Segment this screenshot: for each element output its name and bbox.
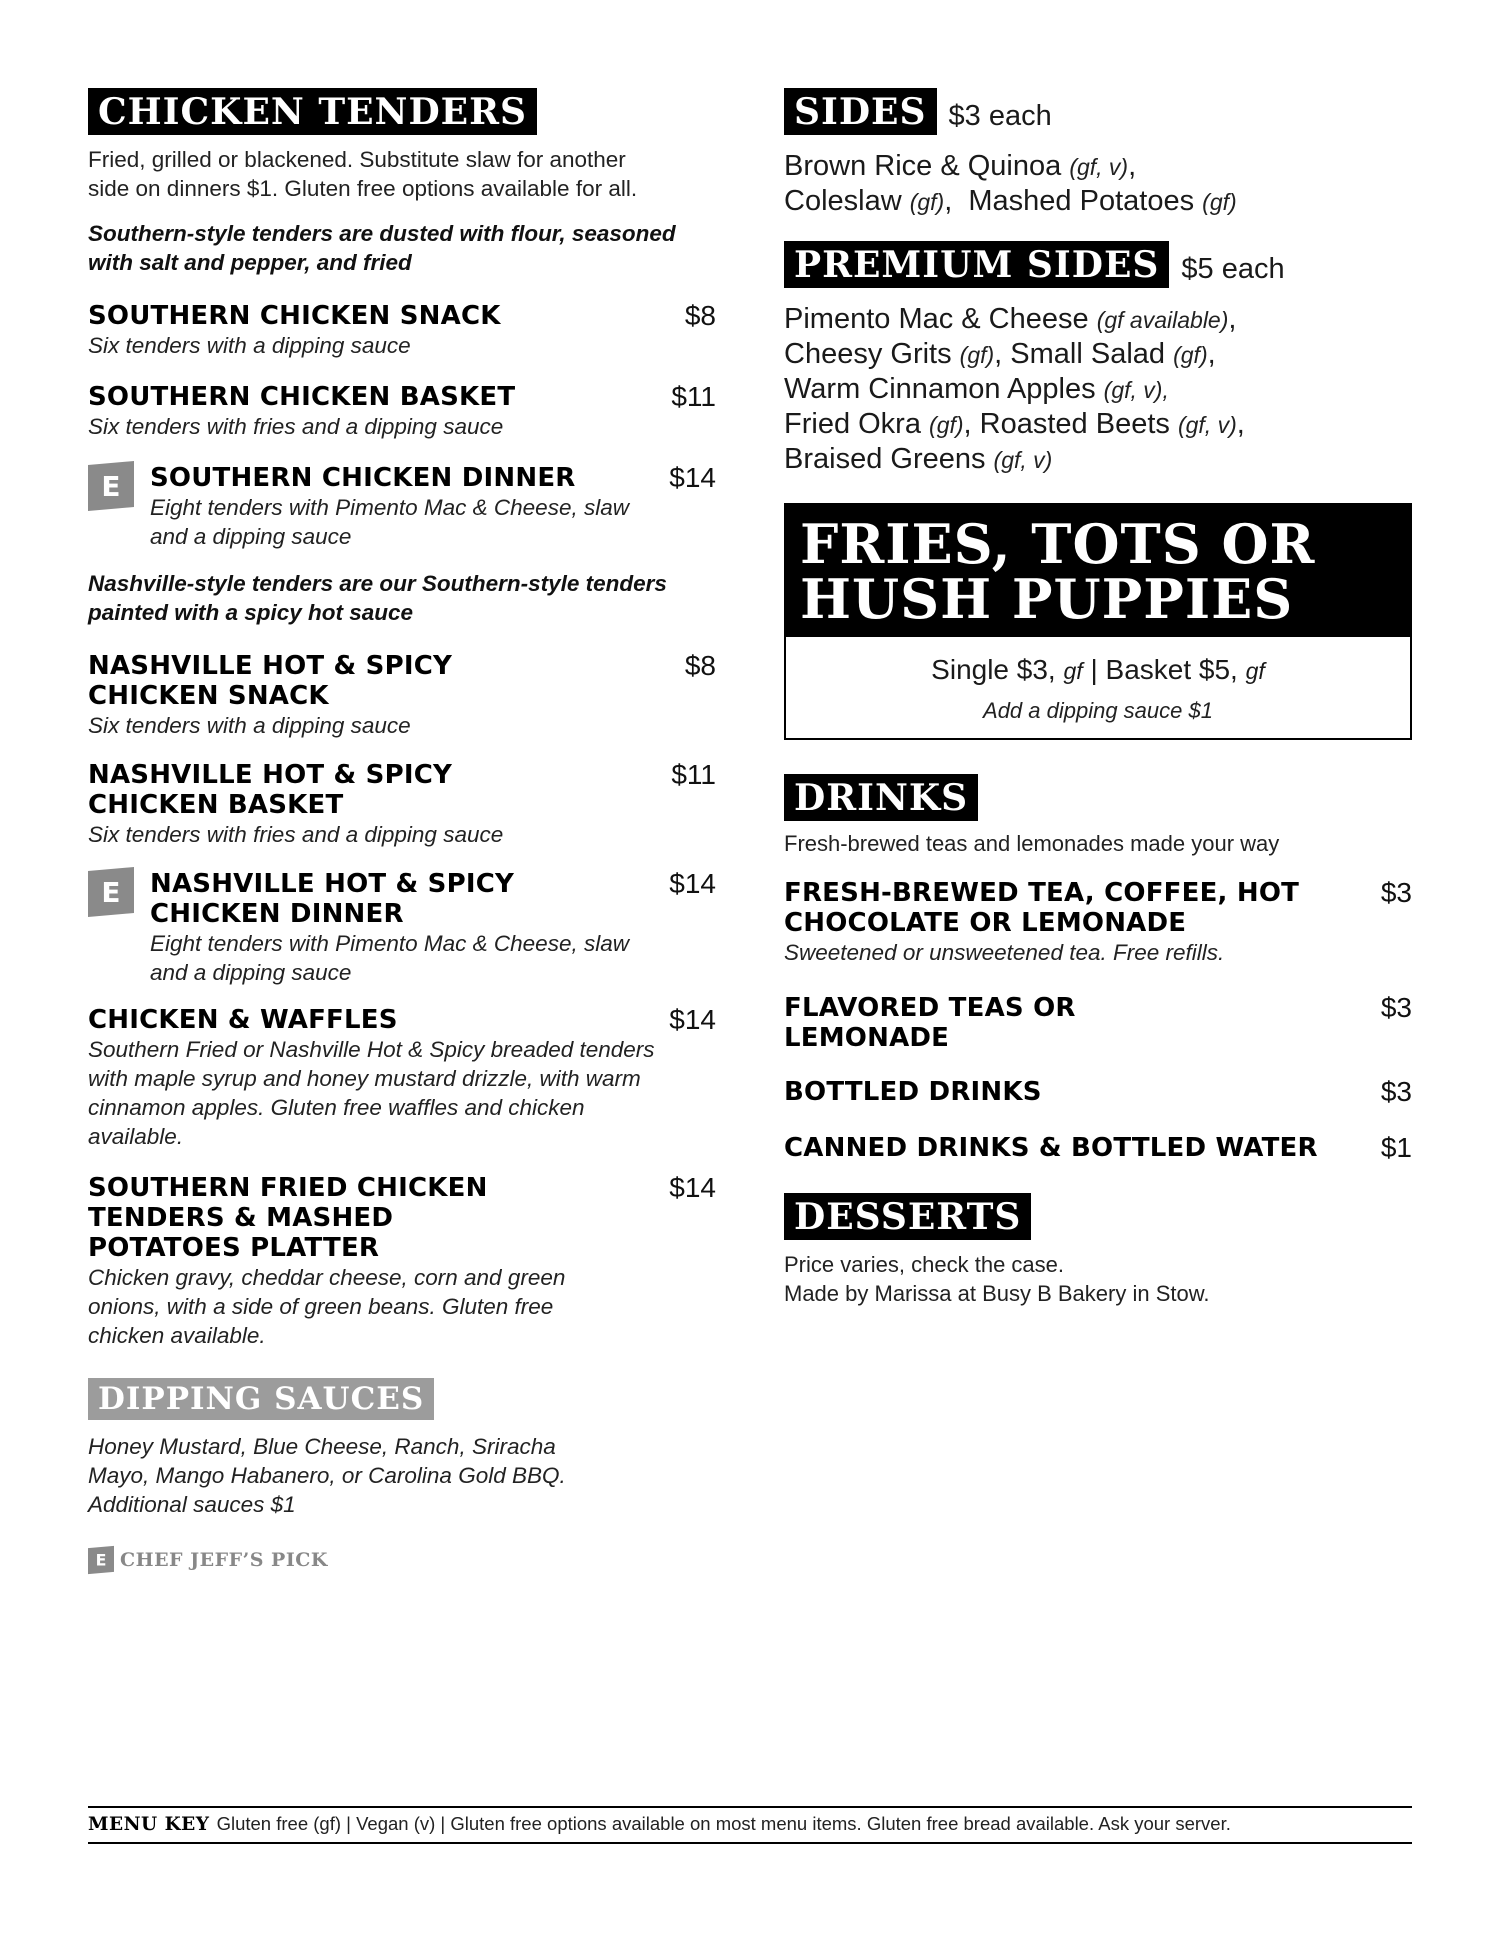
item-name: NASHVILLE HOT & SPICY CHICKEN DINNER <box>150 869 515 929</box>
menu-item-chicken-waffles <box>88 1005 720 1151</box>
svg-text:E: E <box>101 876 121 909</box>
diet-tag: (gf, v), <box>1103 377 1169 403</box>
separator: , <box>1236 408 1245 440</box>
item-name: CHICKEN & WAFFLES <box>88 1005 398 1035</box>
item-description: Chicken gravy, cheddar cheese, corn and green onions, with a side of green beans. Gluten free chicken available. <box>88 1265 566 1348</box>
item-description: Six tenders with fries and a dipping sauce <box>88 414 504 439</box>
diet-tag: (gf) <box>929 412 964 438</box>
item-description: Eight tenders with Pimento Mac & Cheese, slaw and a dipping sauce <box>150 931 629 985</box>
basket-price: Basket $5, <box>1105 654 1246 685</box>
menu-key-footer <box>88 1806 1412 1844</box>
fries-heading-line: HUSH PUPPIES <box>800 567 1294 631</box>
nashville-style-note: Nashville-style tenders are our Southern-style tenders painted with a spicy hot sauce <box>88 571 667 625</box>
menu-item-nashville-snack <box>88 651 720 740</box>
diet-tag: gf <box>1245 658 1265 684</box>
item-price: $8 <box>684 300 716 331</box>
item-description: Southern Fried or Nashville Hot & Spicy breaded tenders with maple syrup and honey mustard drizzle, with warm cinnamon apples. Gluten free waffles and chicken available. <box>88 1037 655 1149</box>
side-item-name: Coleslaw <box>784 185 910 217</box>
desserts-line: Made by Marissa at Busy B Bakery in Stow. <box>784 1281 1210 1306</box>
premium-sides-price: $5 each <box>1181 253 1285 285</box>
drink-item-canned <box>784 1133 1412 1163</box>
drink-item-fresh-brewed <box>784 878 1412 967</box>
drinks-heading: DRINKS <box>784 774 978 821</box>
menu-item-southern-snack <box>88 301 720 360</box>
item-name: NASHVILLE HOT & SPICY CHICKEN BASKET <box>88 760 453 820</box>
chef-pick-legend <box>88 1545 720 1575</box>
chef-pick-label: CHEF JEFF’S PICK <box>120 1549 328 1571</box>
chicken-tenders-intro: Fried, grilled or blackened. Substitute slaw for another side on dinners $1. Gluten free options available for all. <box>88 147 638 201</box>
drink-item-bottled <box>784 1077 1412 1107</box>
dipping-sauces-list: Honey Mustard, Blue Cheese, Ranch, Sriracha Mayo, Mango Habanero, or Carolina Gold BBQ. Additional sauces $1 <box>88 1434 566 1517</box>
item-name: FRESH-BREWED TEA, COFFEE, HOT CHOCOLATE OR LEMONADE <box>784 878 1300 938</box>
drinks-intro: Fresh-brewed teas and lemonades made your way <box>784 831 1280 856</box>
premium-sides-heading: PREMIUM SIDES <box>784 241 1169 288</box>
side-item-name: Fried Okra <box>784 408 930 440</box>
fries-tots-heading <box>786 505 1410 637</box>
side-item-name: Cheesy Grits <box>784 338 960 370</box>
separator: , <box>963 408 980 440</box>
menu-item-mashed-potatoes-platter <box>88 1173 720 1350</box>
diet-tag: (gf) <box>909 189 945 215</box>
desserts-info <box>784 1250 1412 1308</box>
item-price: $14 <box>669 462 716 493</box>
item-price: $11 <box>671 381 716 412</box>
menu-item-nashville-dinner <box>88 869 720 987</box>
item-description: Six tenders with fries and a dipping sauce <box>88 822 504 847</box>
item-price: $14 <box>669 868 716 899</box>
menu-item-southern-basket <box>88 382 720 441</box>
side-item-name: Small Salad <box>1010 338 1174 370</box>
svg-text:E: E <box>101 470 121 503</box>
item-name: NASHVILLE HOT & SPICY CHICKEN SNACK <box>88 651 453 711</box>
sides-header-row <box>784 88 1412 135</box>
item-name: CANNED DRINKS & BOTTLED WATER <box>784 1133 1318 1163</box>
diet-tag: (gf, v) <box>1069 154 1129 180</box>
menu-item-nashville-basket <box>88 760 720 849</box>
premium-sides-header-row <box>784 241 1412 288</box>
item-price: $3 <box>1380 877 1412 908</box>
single-price: Single $3, <box>931 654 1064 685</box>
separator: , <box>1228 303 1237 335</box>
item-price: $14 <box>669 1172 716 1203</box>
item-description: Eight tenders with Pimento Mac & Cheese, slaw and a dipping sauce <box>150 495 629 549</box>
diet-tag: (gf) <box>1173 342 1208 368</box>
item-price: $1 <box>1380 1132 1412 1163</box>
item-price: $11 <box>671 759 716 790</box>
separator: | <box>1082 654 1106 685</box>
diet-tag: (gf, v) <box>993 447 1053 473</box>
side-item-name: Braised Greens <box>784 443 994 475</box>
item-price: $3 <box>1380 1076 1412 1107</box>
diet-tag: (gf) <box>1202 189 1237 215</box>
item-name: SOUTHERN CHICKEN BASKET <box>88 382 516 412</box>
item-name: BOTTLED DRINKS <box>784 1077 1042 1107</box>
diet-tag: (gf available) <box>1096 307 1229 333</box>
diet-tag: (gf, v) <box>1177 412 1237 438</box>
fries-heading-line: FRIES, TOTS OR <box>800 512 1316 576</box>
dipping-sauces-heading: DIPPING SAUCES <box>88 1378 434 1420</box>
fries-tots-body <box>786 637 1410 738</box>
sides-list <box>784 149 1412 219</box>
menu-key-text: Gluten free (gf) | Vegan (v) | Gluten free options available on most menu items. Gluten free bread available. Ask your server. <box>216 1813 1231 1834</box>
chicken-tenders-heading: CHICKEN TENDERS <box>88 88 537 135</box>
separator: , <box>994 338 1011 370</box>
item-description: Six tenders with a dipping sauce <box>88 713 411 738</box>
item-description: Six tenders with a dipping sauce <box>88 333 411 358</box>
desserts-line: Price varies, check the case. <box>784 1252 1065 1277</box>
southern-style-note: Southern-style tenders are dusted with flour, seasoned with salt and pepper, and fried <box>88 221 676 275</box>
menu-key-label: MENU KEY <box>88 1814 210 1835</box>
fries-tots-box <box>784 503 1412 740</box>
side-item-name: Mashed Potatoes <box>968 185 1203 217</box>
sides-heading: SIDES <box>784 88 937 135</box>
chef-pick-badge-icon <box>88 867 134 917</box>
diet-tag: (gf) <box>959 342 995 368</box>
item-price: $3 <box>1380 992 1412 1023</box>
item-price: $8 <box>684 650 716 681</box>
separator: , <box>944 185 969 217</box>
side-item-name: Warm Cinnamon Apples <box>784 373 1104 405</box>
drink-item-flavored-teas <box>784 993 1412 1053</box>
fries-addon: Add a dipping sauce $1 <box>983 698 1213 723</box>
side-item-name: Pimento Mac & Cheese <box>784 303 1097 335</box>
right-column <box>784 88 1412 1308</box>
item-name: SOUTHERN CHICKEN SNACK <box>88 301 501 331</box>
desserts-heading: DESSERTS <box>784 1193 1031 1240</box>
chef-pick-badge-icon <box>88 1545 114 1575</box>
chef-pick-badge-icon <box>88 461 134 511</box>
item-description: Sweetened or unsweetened tea. Free refills. <box>784 940 1225 965</box>
item-name: FLAVORED TEAS OR LEMONADE <box>784 993 1076 1053</box>
item-name: SOUTHERN CHICKEN DINNER <box>150 463 576 493</box>
item-name: SOUTHERN FRIED CHICKEN TENDERS & MASHED POTATOES PLATTER <box>88 1173 488 1263</box>
diet-tag: gf <box>1063 658 1083 684</box>
premium-sides-list <box>784 302 1412 477</box>
side-item-name: Brown Rice & Quinoa <box>784 150 1070 182</box>
item-price: $14 <box>669 1004 716 1035</box>
fries-prices <box>786 653 1410 688</box>
left-column <box>88 88 720 1575</box>
svg-text:E: E <box>95 1550 107 1570</box>
separator: , <box>1128 150 1137 182</box>
menu-item-southern-dinner <box>88 463 720 551</box>
sides-price: $3 each <box>948 100 1052 132</box>
side-item-name: Roasted Beets <box>979 408 1178 440</box>
separator: , <box>1207 338 1216 370</box>
